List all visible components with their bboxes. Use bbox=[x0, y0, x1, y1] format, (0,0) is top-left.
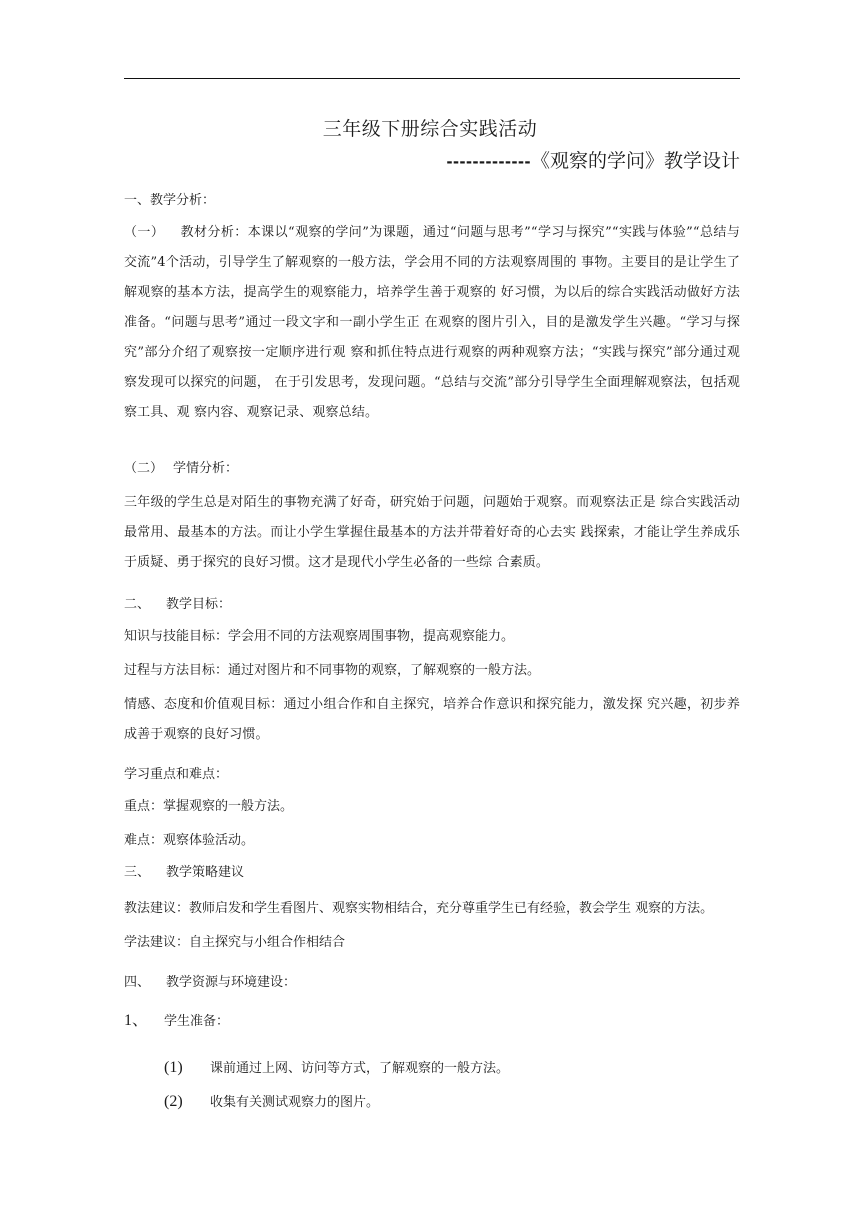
header-rule bbox=[124, 78, 740, 79]
section-2-heading bbox=[124, 590, 740, 620]
subsection-2-label: （二） bbox=[124, 461, 164, 476]
subsection-1-label: （一） bbox=[124, 225, 165, 240]
list-item-text: 收集有关测试观察力的图片。 bbox=[210, 1095, 380, 1110]
section-2-title: 教学目标： bbox=[166, 597, 232, 612]
section-1-textbook-analysis bbox=[124, 218, 740, 428]
list-item-text: 课前通过上网、访问等方式，了解观察的一般方法。 bbox=[210, 1061, 510, 1076]
subsection-2-heading bbox=[124, 454, 740, 484]
list-marker: (1) bbox=[164, 1059, 183, 1076]
teaching-advice: 教法建议：教师启发和学生看图片、观察实物相结合，充分尊重学生已有经验，教会学生 观察的方法。 bbox=[124, 901, 714, 916]
student-analysis-text: 三年级的学生总是对陌生的事物充满了好奇，研究始于问题，问题始于观察。而观察法正是 综合实践活动最常用、最基本的方法。而让小学生掌握住最基本的方法并带着好奇的心去实 践探索，才能让学生养成乐于质疑、勇于探究的良好习惯。这才是现代小学生必备的一些综 合素质。 bbox=[124, 495, 740, 570]
section-4-heading bbox=[124, 968, 740, 998]
subtitle-dashes: ------------- bbox=[446, 151, 531, 171]
list-marker: (2) bbox=[164, 1093, 183, 1110]
list-item bbox=[164, 1090, 379, 1115]
section-1-heading: 一、教学分析： bbox=[124, 193, 216, 208]
section-3-number: 三、 bbox=[124, 865, 151, 880]
student-prep-heading bbox=[124, 1006, 740, 1037]
student-prep-title: 学生准备： bbox=[164, 1014, 230, 1029]
difficult-point: 难点：观察体验活动。 bbox=[124, 833, 255, 848]
learning-advice: 学法建议：自主探究与小组合作相结合 bbox=[124, 935, 346, 950]
section-4-title: 教学资源与环境建设： bbox=[166, 975, 297, 990]
section-4-number: 四、 bbox=[124, 975, 151, 990]
document-title: 三年级下册综合实践活动 bbox=[322, 118, 538, 140]
goal-emotion: 情感、态度和价值观目标：通过小组合作和自主探究，培养合作意识和探究能力，激发探 究兴趣，初步养成善于观察的良好习惯。 bbox=[124, 697, 740, 742]
section-3-title: 教学策略建议 bbox=[166, 865, 245, 880]
goal-knowledge: 知识与技能目标：学会用不同的方法观察周围事物，提高观察能力。 bbox=[124, 629, 515, 644]
section-3-heading bbox=[124, 858, 740, 888]
list-item bbox=[164, 1056, 509, 1081]
goal-process: 过程与方法目标：通过对图片和不同事物的观察，了解观察的一般方法。 bbox=[124, 663, 541, 678]
document-subtitle bbox=[447, 146, 740, 173]
subtitle-text: 《观察的学问》教学设计 bbox=[530, 150, 740, 172]
subsection-2-title: 学情分析： bbox=[173, 461, 239, 476]
key-point: 重点：掌握观察的一般方法。 bbox=[124, 799, 294, 814]
section-2-number: 二、 bbox=[124, 597, 151, 612]
subsection-1-text: 教材分析：本课以“观察的学问”为课题，通过“问题与思考”“学习与探究”“实践与体验”“总结与交流”4个活动，引导学生了解观察的一般方法，学会用不同的方法观察周围的 事物。主要目的是让学生了解观察的基本方法，提高学生的观察能力，培养学生善于观察的 好习惯，为以后的综合实践活动做好方法准备。“问题与思考”通过一段文字和一副小学生正 在观察的图片引入，目的是激发学生兴趣。“学习与探究”部分介绍了观察按一定顺序进行观 察和抓住特点进行观察的两种观察方法；“实践与探究”部分通过观察发现可以探究的问题， 在于引发思考，发现问题。“总结与交流”部分引导学生全面理解观察法，包括观察工具、观 察内容、观察记录、观察总结。 bbox=[124, 225, 741, 420]
key-difficult-heading: 学习重点和难点： bbox=[124, 767, 229, 782]
student-prep-number: 1、 bbox=[124, 1012, 149, 1029]
